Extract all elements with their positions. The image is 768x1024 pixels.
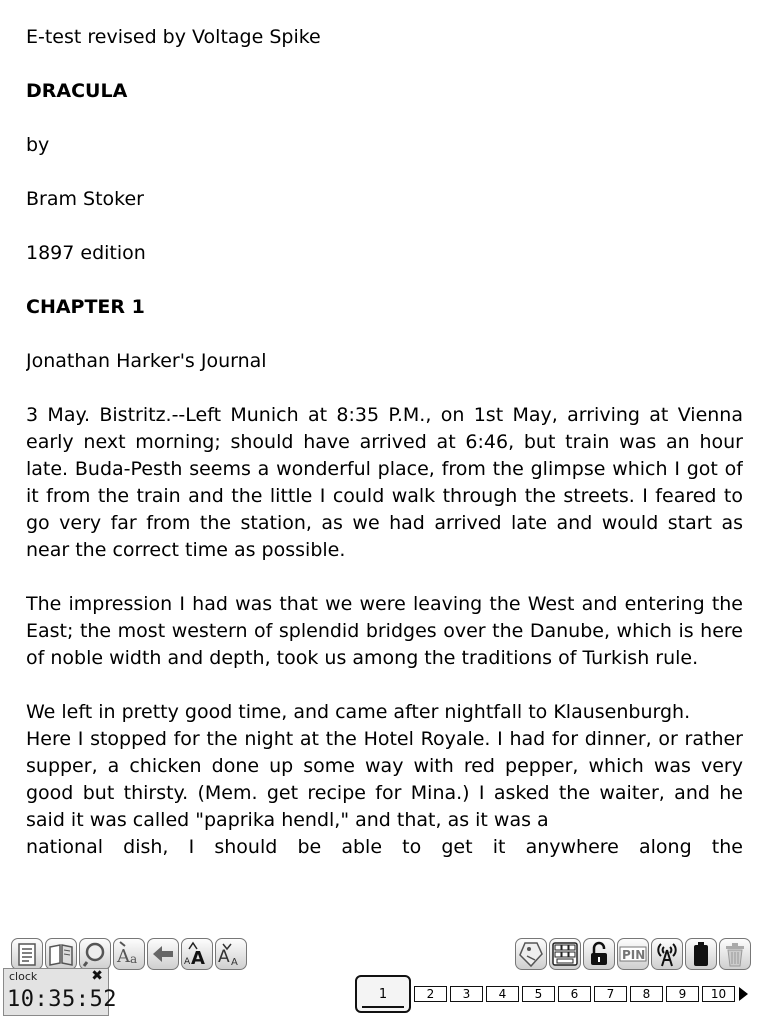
paragraph-2: The impression I had was that we were leaving the West and entering the East; the most western of splendid bridges over the Danube, which is here of noble width and depth, took us among the traditions of Turkish rule. bbox=[26, 593, 743, 669]
page-2-button[interactable]: 2 bbox=[414, 986, 447, 1002]
paragraph-3-last-line: national dish, I should be able to get it anywhere along the bbox=[26, 836, 743, 858]
paragraph-1: 3 May. Bistritz.--Left Munich at 8:35 P.M., on 1st May, arriving at Vienna early next morning; should have arrived at 6:46, but train was an hour late. Buda-Pesth seems a wonderful place, from the glimpse which I got of it from the train and the little I could walk through the streets. I feared to go very far from the station, as we had arrived late and would start as near the correct time as possible. bbox=[26, 404, 743, 561]
page-10-button[interactable]: 10 bbox=[702, 986, 735, 1002]
contents-icon[interactable] bbox=[11, 938, 43, 970]
page-4-button[interactable]: 4 bbox=[486, 986, 519, 1002]
tag-icon[interactable] bbox=[515, 938, 547, 970]
book-by: by bbox=[26, 134, 50, 156]
chapter-heading: CHAPTER 1 bbox=[26, 296, 145, 318]
svg-text:A: A bbox=[191, 948, 205, 968]
page-8-button[interactable]: 8 bbox=[630, 986, 663, 1002]
font-smaller-icon[interactable] bbox=[215, 938, 247, 970]
open-book-icon[interactable] bbox=[45, 938, 77, 970]
next-pages-arrow-icon[interactable] bbox=[739, 987, 748, 1001]
clock-widget bbox=[3, 968, 117, 1016]
book-text-area bbox=[26, 24, 743, 888]
wireless-icon[interactable] bbox=[651, 938, 683, 970]
page-current[interactable]: 1 bbox=[355, 975, 411, 1013]
right-toolbar bbox=[515, 938, 751, 972]
font-icon[interactable] bbox=[113, 938, 145, 970]
page-6-button[interactable]: 6 bbox=[558, 986, 591, 1002]
keyboard-icon[interactable] bbox=[549, 938, 581, 970]
close-icon[interactable]: ✖ bbox=[91, 968, 103, 984]
page-5-button[interactable]: 5 bbox=[522, 986, 555, 1002]
page-7-button[interactable]: 7 bbox=[594, 986, 627, 1002]
page-3-button[interactable]: 3 bbox=[450, 986, 483, 1002]
pin-label: PIN bbox=[622, 948, 646, 962]
paragraph-3-body: Here I stopped for the night at the Hotel Royale. I had for dinner, or rather supper, a chicken done up some way with red pepper, which was very good but thirsty. (Mem. get recipe for Mina.) I asked the waiter, and he said it was called "paprika hendl," and that, as it was a bbox=[26, 728, 743, 831]
svg-text:a: a bbox=[130, 952, 138, 966]
pin-icon[interactable] bbox=[617, 938, 649, 970]
book-title: DRACULA bbox=[26, 80, 128, 102]
svg-text:A: A bbox=[184, 957, 191, 967]
page-9-button[interactable]: 9 bbox=[666, 986, 699, 1002]
search-icon[interactable] bbox=[79, 938, 111, 970]
svg-text:A: A bbox=[117, 946, 130, 967]
svg-text:A: A bbox=[218, 947, 230, 967]
battery-icon[interactable] bbox=[685, 938, 717, 970]
paragraph-3-start: We left in pretty good time, and came after nightfall to Klausenburgh. bbox=[26, 701, 691, 723]
clock-title: clock bbox=[9, 970, 38, 983]
lock-icon[interactable] bbox=[583, 938, 615, 970]
journal-title: Jonathan Harker's Journal bbox=[26, 350, 267, 372]
svg-text:A: A bbox=[231, 957, 238, 968]
left-toolbar bbox=[11, 938, 247, 972]
book-header: E-test revised by Voltage Spike bbox=[26, 26, 321, 48]
back-arrow-icon[interactable] bbox=[147, 938, 179, 970]
font-larger-icon[interactable] bbox=[181, 938, 213, 970]
book-author: Bram Stoker bbox=[26, 188, 144, 210]
book-edition: 1897 edition bbox=[26, 242, 146, 264]
clock-time: 10:35:52 bbox=[7, 987, 117, 1012]
trash-icon[interactable] bbox=[719, 938, 751, 970]
